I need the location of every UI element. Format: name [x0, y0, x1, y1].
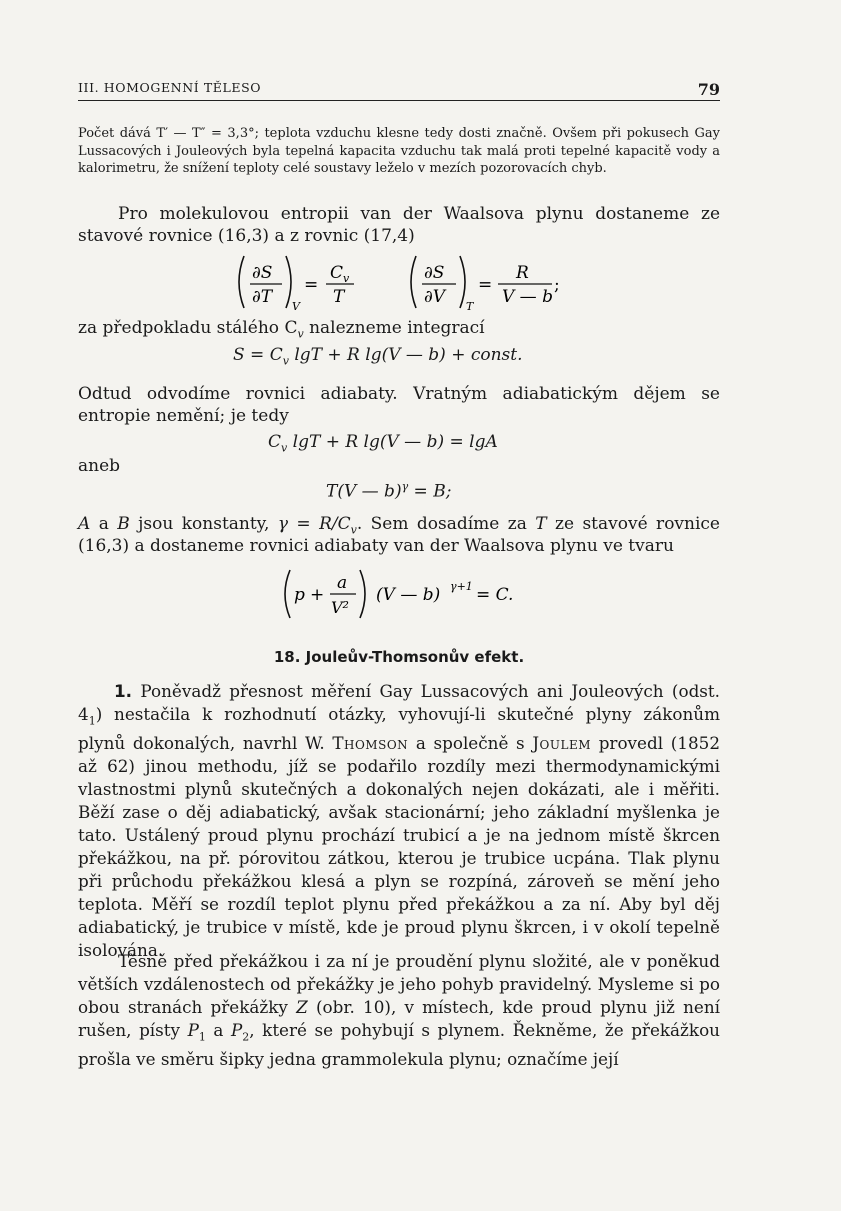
- integration-line: [78, 318, 720, 344]
- eq5-sup: γ+1: [450, 580, 473, 593]
- gamma-def: γ = R/C: [277, 514, 351, 534]
- eq5-p: p: [294, 585, 305, 605]
- eq1-left-rhs-den: T: [333, 287, 345, 307]
- integration-sub: v: [297, 327, 304, 341]
- piston-P1-sub: 1: [198, 1030, 206, 1044]
- eq5-plus: +: [310, 585, 325, 605]
- eq5-a: a: [337, 573, 348, 593]
- intro-line-1: Pro molekulovou entropii van der Waalsova plynu dostaneme ze: [118, 204, 720, 224]
- equation-partial-derivatives: [230, 252, 590, 314]
- eq3-sub: v: [281, 441, 288, 455]
- integration-tail: nalezneme integrací: [303, 318, 485, 338]
- eq1-left-sub: V: [292, 300, 300, 313]
- eq4-text: T(V — b): [326, 481, 402, 502]
- running-header: [78, 76, 720, 101]
- const-text-2: . Sem dosadíme za: [356, 514, 536, 534]
- section-title: 18. Jouleův-Thomsonův efekt.: [273, 648, 525, 666]
- adiabat-line-1: Odtud odvodíme rovnici adiabaty. Vratným adiabatickým dějem se: [78, 384, 720, 404]
- p2-text-b: (obr. 10), v místech, kde proud plynu již není rušen, písty: [78, 997, 720, 1040]
- eq4-sup: γ: [401, 480, 409, 493]
- eq1-left-num: ∂S: [252, 263, 273, 283]
- eq2-sub: v: [282, 354, 289, 368]
- eq2-tail: lgT + R lg(V — b) + const.: [288, 345, 523, 365]
- equation-adiabat: [326, 480, 451, 502]
- p1-text-b: ) nestačila k rozhodnutí otázky, vyhovují-li skutečné plyny zákonům plynů dokonalých, navrhl W.: [78, 704, 720, 754]
- piston-P2: P: [230, 1020, 243, 1040]
- eq1-left-rhs-num: C: [330, 263, 344, 283]
- const-and: a: [90, 514, 118, 534]
- eq1-right-den: ∂V: [424, 287, 446, 307]
- eq1-right-rhs-num: R: [516, 263, 529, 283]
- chapter-title: III. HOMOGENNÍ TĚLESO: [78, 80, 262, 95]
- obstacle-Z: Z: [296, 997, 308, 1017]
- p2-text-a: Těsně před překážkou i za ní je proudění plynu složité, ale v poněkud větších vzdálenostech od překážky je jeho pohyb pravidelný. Mysleme si po obou stranách překážky: [78, 951, 720, 1017]
- eq5-end: = C.: [476, 585, 514, 605]
- p1-sub: 1: [88, 714, 96, 728]
- paragraph-1: [78, 680, 720, 962]
- svg-text:=: =: [478, 275, 493, 295]
- eq1-right-rhs-den: V — b: [502, 287, 553, 307]
- eq5-tail: (V — b): [376, 585, 441, 605]
- eq3-text: C: [268, 432, 282, 452]
- integration-text: za předpokladu stálého C: [78, 318, 298, 338]
- p1-text-a: Poněvadž přesnost měření Gay Lussacových ani Jouleových (odst. 4: [78, 681, 720, 724]
- aneb-word: aneb: [78, 456, 121, 476]
- eq1-right-num: ∂S: [424, 263, 445, 283]
- adiabat-line-2: entropie nemění; je tedy: [78, 406, 289, 426]
- p2-text-d: , které se pohybují s plynem. Řekněme, že překážkou prošla ve směru šipky jedna grammolekula plynu; označíme její: [78, 1020, 720, 1070]
- constants-line-2: (16,3) a dostaneme rovnici adiabaty van der Waalsova plynu ve tvaru: [78, 536, 674, 556]
- piston-P1: P: [187, 1020, 199, 1040]
- eq5-V2: V²: [331, 598, 349, 617]
- name-joule: Joulem: [532, 733, 592, 754]
- intro-line-2: stavové rovnice (16,3) a z rovnic (17,4): [78, 226, 415, 246]
- small-print-paragraph: Počet dává T′ — T″ = 3,3°; teplota vzduchu klesne tedy dosti značně. Ovšem při pokusech Gay Lussacových i Jouleových byla tepelná kapacita vzduchu tak malá proti tepelné kapacitě vody a kalorimetru, že snížení teploty celé soustavy leželo v mezích pozorovacích chyb.: [78, 126, 720, 177]
- p1-text-c: a společně s: [408, 733, 533, 754]
- svg-text:=: =: [304, 275, 319, 295]
- const-text-3: ze stavové rovnice: [546, 514, 720, 534]
- paragraph-number: 1.: [114, 681, 133, 701]
- const-B: B: [117, 514, 130, 534]
- const-T: T: [535, 514, 547, 534]
- eq1-right-sub: T: [466, 300, 474, 313]
- equation-adiabat-log: [268, 432, 498, 454]
- equation-entropy: [233, 345, 523, 367]
- const-text: jsou konstanty,: [129, 514, 278, 534]
- eq4-tail: = B;: [408, 481, 452, 502]
- eq2-text: S = C: [233, 345, 283, 365]
- gamma-sub: v: [350, 523, 357, 537]
- paragraph-2: [78, 950, 720, 1071]
- eq1-left-rhs-num-sub: v: [343, 272, 350, 285]
- equation-vdw-adiabat: [280, 566, 540, 622]
- eq1-trail: ;: [554, 275, 560, 295]
- piston-P2-sub: 2: [242, 1030, 250, 1044]
- const-A: A: [78, 514, 91, 534]
- p2-text-c: a: [205, 1020, 231, 1040]
- eq3-tail: lgT + R lg(V — b) = lgA: [287, 432, 498, 452]
- name-thomson: Thomson: [332, 733, 409, 754]
- eq1-left-den: ∂T: [252, 287, 273, 307]
- page-number: 79: [697, 80, 720, 99]
- p1-text-d: provedl (1852 až 62) jinou methodu, jíž se podařilo rozdíly mezi thermodynamickými vlastnostmi plynů skutečných a dokonalých nejen dokázati, ale i měřiti. Běží zase o děj adiabatický, avšak stacionární; jeho základní myšlenka je tato. Ustálený proud plynu prochází trubicí a je na jednom místě škrcen překážkou, na př. pórovitou zátkou, kterou je trubice ucpána. Tlak plynu při průchodu překážkou klesá a plyn se rozpíná, zároveň se mění jeho teplota. Měří se rozdíl teplot plynu před překážkou a za ní. Aby byl děj adiabatický, je trubice v místě, kde je proud plynu škrcen, i v okolí tepelně isolována.: [78, 733, 720, 961]
